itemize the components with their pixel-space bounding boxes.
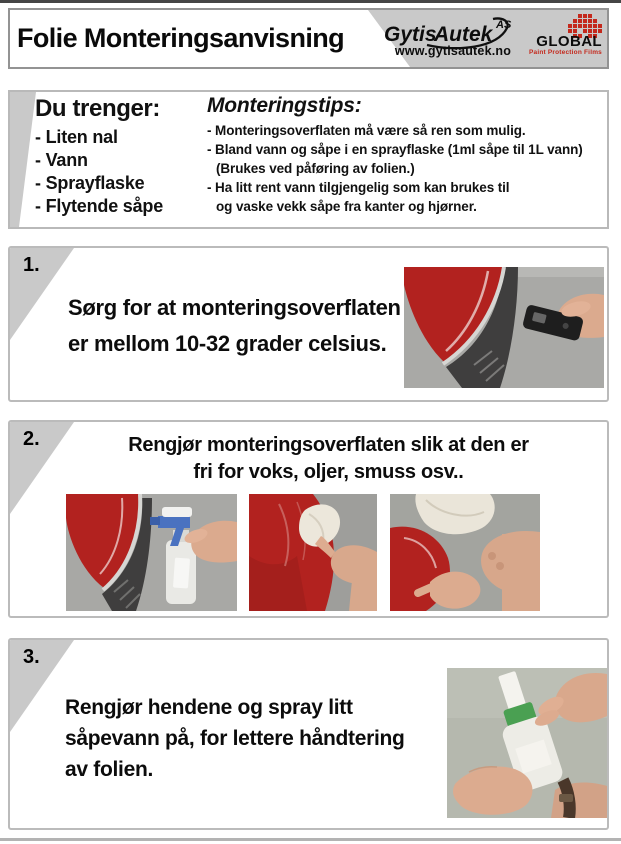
photo-wiping-edge-with-cloth <box>390 494 540 611</box>
step-3-line: såpevann på, for lettere håndtering <box>65 727 405 750</box>
list-item: - Sprayflaske <box>35 173 145 193</box>
tip-line: og vaske vekk såpe fra kanter og hjørner. <box>216 199 477 214</box>
step-1-text <box>68 290 401 362</box>
page-title: Folie Monteringsanvisning <box>17 23 345 53</box>
requirements-panel <box>8 90 609 229</box>
step-number: 2. <box>23 428 40 450</box>
tip-line: - Ha litt rent vann tilgjengelig som kan brukes til <box>207 180 510 195</box>
global-tagline: Paint Protection Films <box>528 49 602 56</box>
step-1-line: er mellom 10-32 grader celsius. <box>68 331 387 356</box>
step-2-line: Rengjør monteringsoverflaten slik at den er <box>128 434 529 456</box>
step-number: 1. <box>23 254 40 276</box>
brand-website: www.gytisautek.no <box>394 44 512 58</box>
list-item: - Flytende såpe <box>35 196 164 216</box>
corner-wedge <box>10 248 74 340</box>
brand-name-part1: Gytis <box>384 23 437 46</box>
brand-suffix: AS <box>496 19 512 31</box>
tip-line: - Bland vann og såpe i en sprayflaske (1ml såpe til 1L vann) <box>207 142 583 157</box>
step-3-line: av folien. <box>65 758 154 781</box>
step-1-line: Sørg for at monteringsoverflaten <box>68 295 401 320</box>
tip-line: (Brukes ved påføring av folien.) <box>216 161 415 176</box>
photo-spraying-soap-on-hands <box>447 668 607 818</box>
photo-spray-bottle-on-bumper <box>66 494 237 611</box>
photo-wiping-fender-with-cloth <box>249 494 377 611</box>
step-3-text <box>65 692 405 785</box>
tip-line: - Monteringsoverflaten må være så ren som mulig. <box>207 123 526 138</box>
step-2-panel <box>8 420 609 618</box>
step-3-line: Rengjør hendene og spray litt <box>65 696 353 719</box>
step-number: 3. <box>23 646 40 668</box>
page-top-edge <box>0 0 621 3</box>
list-item: - Liten nal <box>35 127 118 147</box>
brand-name-part2: Autek <box>434 23 493 46</box>
mounting-tips-list <box>207 94 583 216</box>
page-bottom-edge <box>0 838 621 841</box>
tips-heading: Monteringstips: <box>207 94 362 117</box>
header <box>8 8 609 69</box>
you-need-heading: Du trenger: <box>35 95 160 122</box>
list-item: - Vann <box>35 150 88 170</box>
global-wordmark: GLOBAL <box>536 33 602 50</box>
gytis-autek-logo <box>383 16 523 58</box>
global-logo <box>528 14 602 56</box>
step-3-panel <box>8 638 609 830</box>
photo-thermometer-on-car <box>404 267 604 388</box>
you-need-list <box>35 95 163 218</box>
step-2-line: fri for voks, oljer, smuss osv.. <box>193 461 464 483</box>
step-1-panel <box>8 246 609 402</box>
step-2-text <box>50 432 607 486</box>
